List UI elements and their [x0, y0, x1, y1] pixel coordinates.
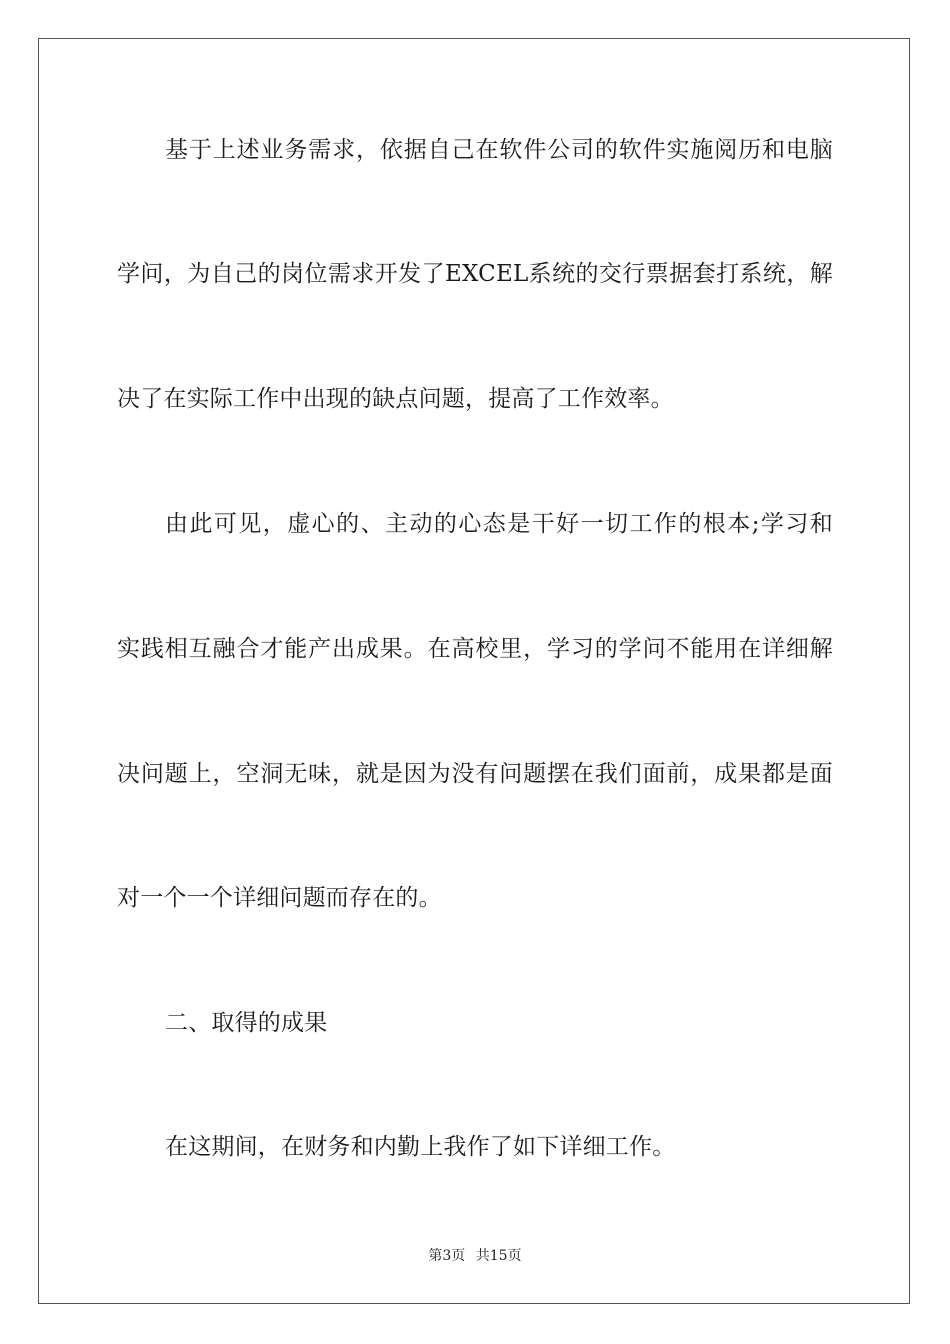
paragraph-2-line-4: 对一个一个详细问题而存在的。: [117, 885, 442, 911]
paragraph-1-line-3: 决了在实际工作中出现的缺点问题，提高了工作效率。: [117, 386, 674, 412]
paragraph-2-line-2: 实践相互融合才能产出成果。在高校里，学习的学问不能用在详细解: [117, 636, 833, 662]
page-border: [38, 38, 910, 1304]
paragraph-1-line-1: 基于上述业务需求，依据自己在软件公司的软件实施阅历和电脑: [165, 137, 833, 163]
page-total: 共15页: [475, 1248, 522, 1264]
paragraph-2-line-3: 决问题上，空洞无味，就是因为没有问题摆在我们面前，成果都是面: [117, 761, 833, 787]
paragraph-1-line-2: 学问，为自己的岗位需求开发了EXCEL系统的交行票据套打系统，解: [117, 261, 833, 287]
section-heading: 二、取得的成果: [165, 1010, 328, 1036]
page-footer: [0, 1245, 950, 1265]
page-number: 第3页: [428, 1248, 466, 1264]
paragraph-3-line-1: 在这期间，在财务和内勤上我作了如下详细工作。: [165, 1134, 676, 1160]
paragraph-2-line-1: 由此可见，虚心的、主动的心态是干好一切工作的根本;学习和: [165, 511, 833, 537]
